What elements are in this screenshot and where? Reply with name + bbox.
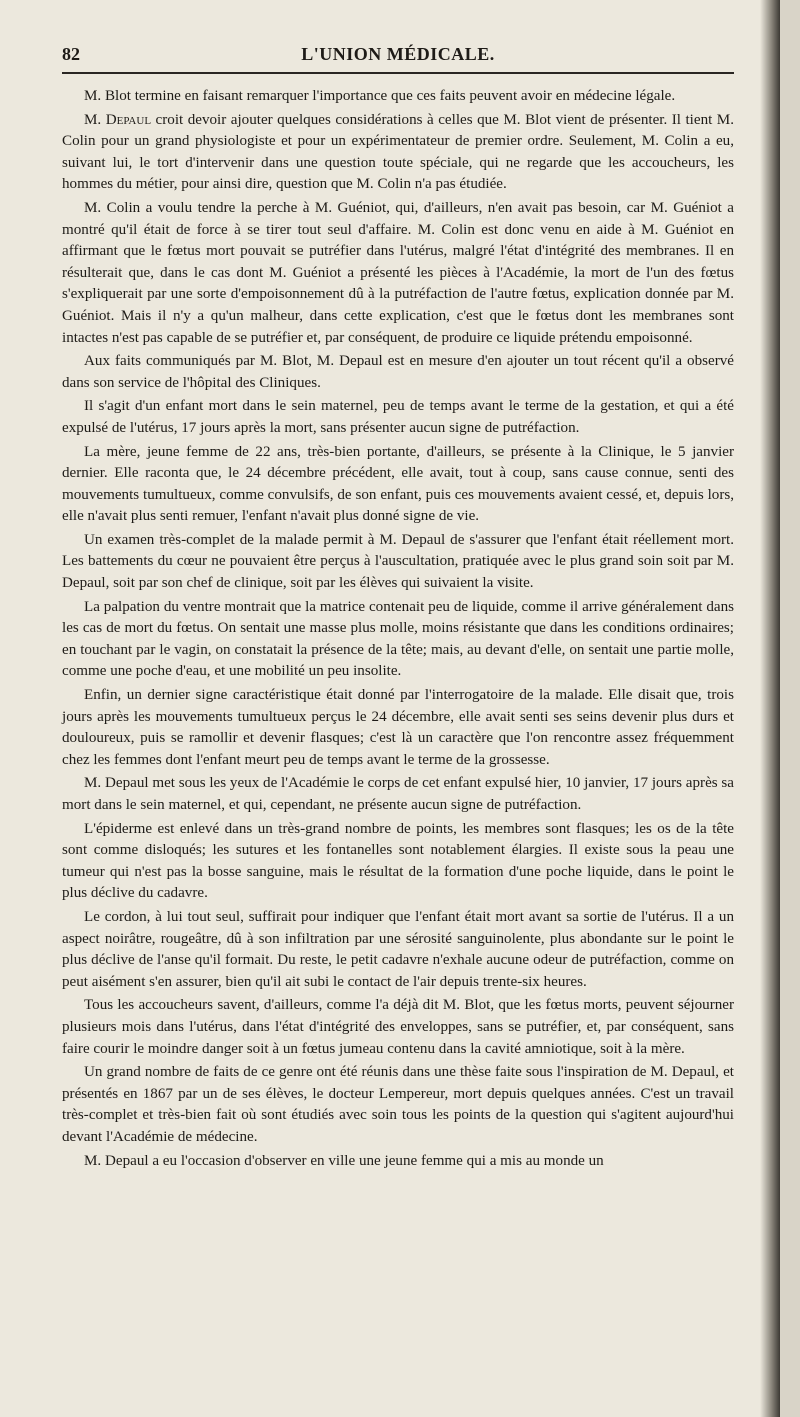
paragraph: Un grand nombre de faits de ce genre ont été réunis dans une thèse faite sous l'inspiration de M. Depaul, et présentés en 1867 par un de ses élèves, le docteur Lempereur, mort depuis quelques années. C'est un travail très-complet et très-bien fait où sont étudiés avec soin tous les points de la question qui s'agitent aujourd'hui devant l'Académie de médecine.: [62, 1064, 734, 1145]
paragraph: L'épiderme est enlevé dans un très-grand nombre de points, les membres sont flasques; les os de la tête sont comme disloqués; les sutures et les fontanelles sont notablement élargies. Il existe sous la peau une tumeur qui n'est pas la bosse sanguine, mais le résultat de la formation d'une poche liquide, dans le point le plus déclive du cadavre.: [62, 820, 734, 902]
page-number: 82: [62, 44, 80, 64]
paragraph: La mère, jeune femme de 22 ans, très-bien portante, d'ailleurs, se présente à la Clinique, le 5 janvier dernier. Elle raconta que, le 24 décembre précédent, elle avait, tout à coup, sans cause connue, senti des mouvements tumultueux, comme convulsifs, de son enfant, puis ces mouvements avaient cessé, et, depuis lors, elle n'avait plus senti remuer, l'enfant n'avait plus donné signe de vie.: [62, 443, 734, 525]
paragraph: [62, 110, 734, 196]
paragraph: Aux faits communiqués par M. Blot, M. Depaul est en mesure d'en ajouter un tout récent qu'il a observé dans son service de l'hôpital des Cliniques.: [62, 353, 734, 391]
paragraph: Un examen très-complet de la malade permit à M. Depaul de s'assurer que l'enfant était réellement mort. Les battements du cœur ne pouvaient être perçus à l'auscultation, pratiquée avec le plus grand soin soit par M. Depaul, soit par son chef de clinique, soit par les élèves qui suivaient la visite.: [62, 531, 734, 592]
paragraph: M. Blot termine en faisant remarquer l'importance que ces faits peuvent avoir en médecine légale.: [84, 88, 676, 104]
page-edge-shadow: [760, 0, 780, 1417]
paragraph: M. Depaul a eu l'occasion d'observer en ville une jeune femme qui a mis au monde un: [84, 1152, 604, 1169]
paragraph: Il s'agit d'un enfant mort dans le sein maternel, peu de temps avant le terme de la gestation, et qui a été expulsé de l'utérus, 17 jours après la mort, sans présenter aucun signe de putréfaction.: [62, 398, 734, 436]
paragraph: Le cordon, à lui tout seul, suffirait pour indiquer que l'enfant était mort avant sa sortie de l'utérus. Il a un aspect noirâtre, rougeâtre, dû à son infiltration par une sérosité sanguinolente, plus abondante sur le point le plus déclive de l'anse qu'il formait. Du reste, le petit cadavre n'exhale aucune odeur de putréfaction, comme on peut aisément s'en assurer, bien qu'il ait subi le contact de l'air depuis trente-six heures.: [62, 908, 734, 990]
running-title: L'UNION MÉDICALE.: [301, 44, 495, 64]
paragraph: Tous les accoucheurs savent, d'ailleurs, comme l'a déjà dit M. Blot, que les fœtus morts, peuvent séjourner plusieurs mois dans l'utérus, dans l'état d'intégrité des enveloppes, sans se putréfier, et, par conséquent, sans faire courir le moindre danger soit à un fœtus jumeau contenu dans la cavité amniotique, soit à la mère.: [62, 997, 734, 1057]
paragraph: M. Depaul met sous les yeux de l'Académie le corps de cet enfant expulsé hier, 10 janvier, 17 jours après sa mort dans le sein maternel, et qui, cependant, ne présente aucun signe de putréfaction.: [62, 775, 734, 813]
paragraph: Enfin, un dernier signe caractéristique était donné par l'interrogatoire de la malade. Elle disait que, trois jours après les mouvements tumultueux perçus le 24 décembre, elle avait senti ses seins devenir plus durs et douloureux, puis se ramollir et devenir flasques; c'est là un caractère que l'on rencontre assez fréquemment chez les femmes dont l'enfant meurt peu de temps avant le terme de la grossesse.: [62, 687, 734, 768]
paragraph: M. Colin a voulu tendre la perche à M. Guéniot, qui, d'ailleurs, n'en avait pas besoin, car M. Guéniot a montré qu'il était de force à se tirer tout seul d'affaire. M. Colin est donc venu en aide à M. Guéniot en affirmant que le fœtus mort pouvait se putréfier dans l'utérus, malgré l'état d'intégrité des membranes. Il en résulterait que, dans le cas dont M. Guéniot a présenté les pièces à l'Académie, la mort de l'un des fœtus s'expliquerait par une sorte d'empoisonnement dû à la putréfaction de l'autre fœtus, explication donnée par M. Guéniot. Mais il n'y a qu'un malheur, dans cette explication, c'est que le fœtus dont les membranes sont intactes n'est pas capable de se putréfier et, par conséquent, de produire ce liquide prétendu empoisonné.: [62, 199, 734, 346]
paragraph-prefix: M.: [84, 111, 106, 128]
paragraph-rest: croit devoir ajouter quelques considérations à celles que M. Blot vient de présenter. Il tient M. Colin pour un grand physiologiste et pour un expérimentateur de premier ordre. Seulement, M. Colin a eu, suivant lui, le tort d'intervenir dans une question toute spéciale, qui ne regarde que les accoucheurs, les hommes du métier, pour ainsi dire, question que M. Colin n'a pas étudiée.: [62, 111, 735, 193]
article-body: [62, 86, 734, 1172]
paragraph: La palpation du ventre montrait que la matrice contenait peu de liquide, comme il arrive généralement dans les cas de mort du fœtus. On sentait une masse plus molle, moins résistante que dans les conditions ordinaires; en touchant par le vagin, on constatait la présence de la tête; mais, au devant d'elle, on sentait une partie molle, comme une poche d'eau, et une mobilité un peu insolite.: [62, 598, 734, 680]
page-header: [62, 38, 734, 74]
speaker-name: Depaul: [105, 111, 152, 128]
